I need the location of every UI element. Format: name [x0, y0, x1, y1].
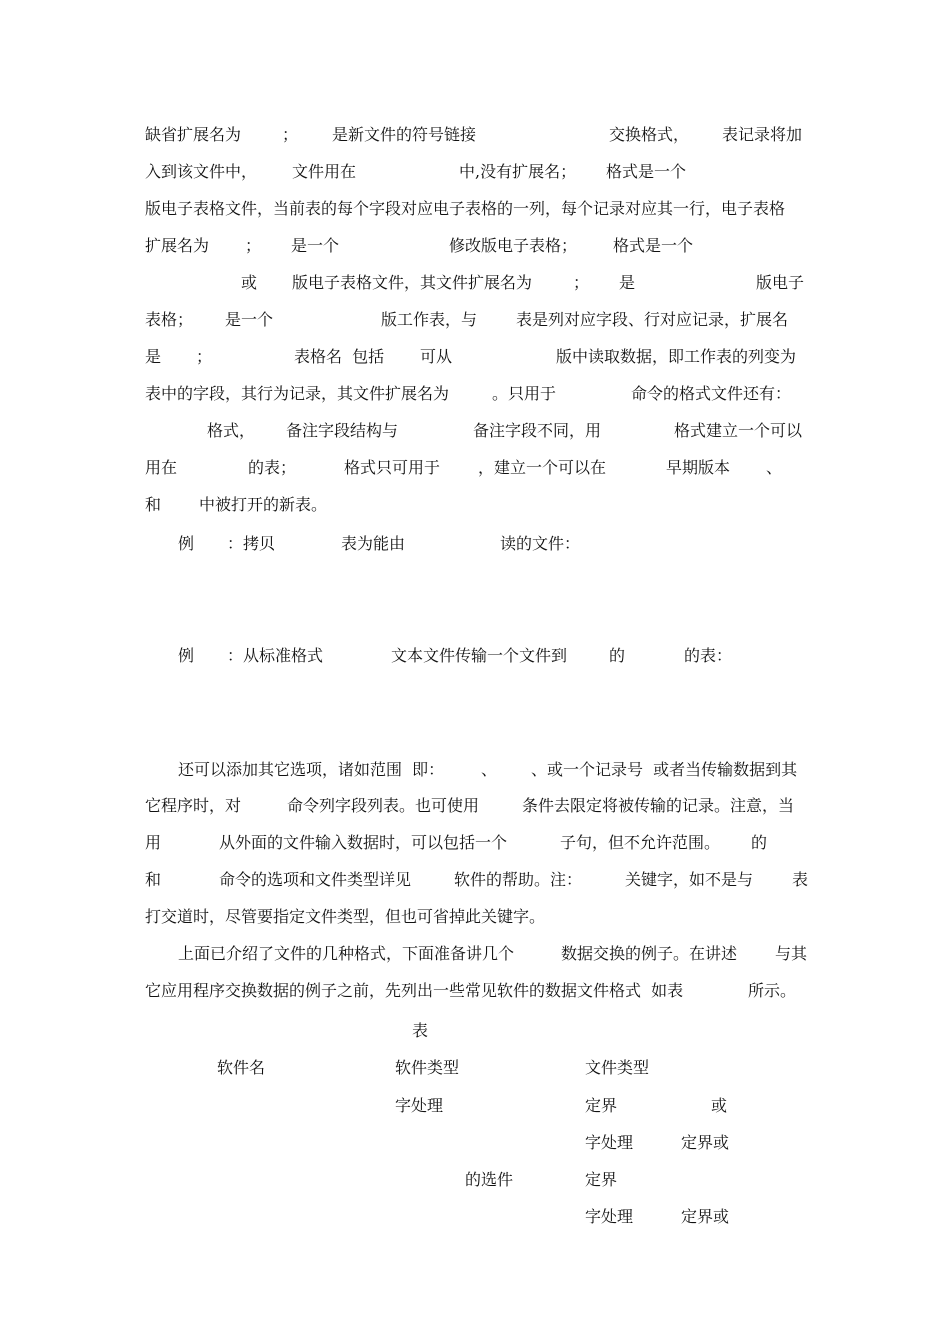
text-run: 软件的帮助。注：: [454, 870, 583, 889]
text-run: 表为能由: [341, 534, 406, 553]
text-run: ：拷贝: [227, 534, 276, 553]
text-run: 例: [178, 646, 195, 665]
text-run: 子句，但不允许范围。: [560, 833, 721, 852]
text-run: 备注字段结构与: [286, 421, 399, 440]
text-run: 是一个: [291, 236, 340, 255]
text-run: 它程序时，对: [145, 796, 242, 815]
table-cell: 字处理: [585, 1207, 634, 1226]
table-caption: 表: [412, 1021, 429, 1040]
text-run: 表格；: [145, 310, 194, 329]
text-run: 版电子表格文件，其文件扩展名为: [292, 273, 533, 292]
text-run: 它应用程序交换数据的例子之前，先列出一些常见软件的数据文件格式 如表: [145, 981, 684, 1000]
text-run: 格式建立一个可以: [674, 421, 803, 440]
table-cell: 定界: [585, 1096, 618, 1115]
text-run: 交换格式，: [609, 125, 690, 144]
text-run: 的表；: [248, 458, 297, 477]
table-cell: 字处理: [585, 1133, 634, 1152]
text-run: 和: [145, 870, 162, 889]
text-run: 中,没有扩展名；: [459, 162, 577, 181]
table-cell: 或: [711, 1096, 728, 1115]
text-run: 与其: [775, 944, 808, 963]
text-run: 版电子表格文件，当前表的每个字段对应电子表格的一列，每个记录对应其一行，电子表格: [145, 199, 786, 218]
text-run: 表中的字段，其行为记录，其文件扩展名为: [145, 384, 450, 403]
text-run: ；: [573, 273, 590, 292]
text-run: 、: [766, 458, 783, 477]
text-run: 格式是一个: [613, 236, 694, 255]
text-run: 条件去限定将被传输的记录。注意，当: [522, 796, 795, 815]
text-run: 格式，: [207, 421, 256, 440]
text-run: 中被打开的新表。: [199, 495, 328, 514]
text-run: 修改版电子表格；: [449, 236, 578, 255]
text-run: 打交道时，尽管要指定文件类型，但也可省掉此关键字。: [145, 907, 546, 926]
text-run: 版电子: [756, 273, 805, 292]
text-run: 是新文件的符号链接: [332, 125, 477, 144]
text-run: 版工作表，与: [381, 310, 478, 329]
text-run: 用: [145, 833, 162, 852]
text-run: 是: [145, 347, 162, 366]
text-run: 命令的格式文件还有：: [631, 384, 792, 403]
text-run: 上面已介绍了文件的几种格式，下面准备讲几个: [178, 944, 515, 963]
text-run: 或: [241, 273, 258, 292]
text-run: 所示。: [748, 981, 797, 1000]
text-run: 扩展名为: [145, 236, 210, 255]
table-header-software-name: 软件名: [217, 1058, 266, 1077]
text-run: 文本文件传输一个文件到: [391, 646, 568, 665]
text-run: 从外面的文件输入数据时，可以包括一个: [219, 833, 508, 852]
text-run: 用在: [145, 458, 178, 477]
text-run: 表记录将加: [722, 125, 803, 144]
text-run: 版中读取数据，即工作表的列变为: [556, 347, 797, 366]
text-run: 入到该文件中，: [145, 162, 258, 181]
text-run: ，建立一个可以在: [478, 458, 607, 477]
table-cell: 定界: [585, 1170, 618, 1189]
text-run: 、: [481, 760, 498, 779]
table-cell: 字处理: [395, 1096, 444, 1115]
text-run: ；: [245, 236, 262, 255]
text-run: 格式只可用于: [344, 458, 441, 477]
text-run: 命令列字段列表。也可使用: [287, 796, 480, 815]
text-run: 表是列对应字段、行对应记录，扩展名: [516, 310, 789, 329]
text-run: 格式是一个: [606, 162, 687, 181]
text-run: ：从标准格式: [227, 646, 324, 665]
text-run: 命令的选项和文件类型详见: [219, 870, 412, 889]
text-run: 还可以添加其它选项，诸如范围 即：: [178, 760, 445, 779]
text-run: 可从: [420, 347, 453, 366]
text-run: ；: [282, 125, 299, 144]
table-cell: 定界或: [681, 1207, 730, 1226]
text-run: 文件用在: [292, 162, 357, 181]
text-run: 的: [609, 646, 626, 665]
text-run: 的表：: [684, 646, 733, 665]
text-run: 例: [178, 534, 195, 553]
text-run: 是: [619, 273, 636, 292]
text-run: 的: [751, 833, 768, 852]
text-run: 数据交换的例子。在讲述: [561, 944, 738, 963]
table-cell: 的选件: [465, 1170, 514, 1189]
text-run: 表: [792, 870, 809, 889]
text-run: 、或一个记录号 或者当传输数据到其: [531, 760, 798, 779]
text-run: 读的文件：: [500, 534, 581, 553]
text-run: ；: [196, 347, 213, 366]
text-run: 和: [145, 495, 162, 514]
text-run: 是一个: [225, 310, 274, 329]
text-run: 缺省扩展名为: [145, 125, 242, 144]
text-run: 早期版本: [666, 458, 731, 477]
text-run: 关键字，如不是与: [625, 870, 754, 889]
table-header-software-type: 软件类型: [395, 1058, 460, 1077]
table-cell: 定界或: [681, 1133, 730, 1152]
table-header-file-type: 文件类型: [585, 1058, 650, 1077]
text-run: 表格名 包括: [294, 347, 385, 366]
text-run: 备注字段不同，用: [473, 421, 602, 440]
text-run: 。只用于: [492, 384, 557, 403]
